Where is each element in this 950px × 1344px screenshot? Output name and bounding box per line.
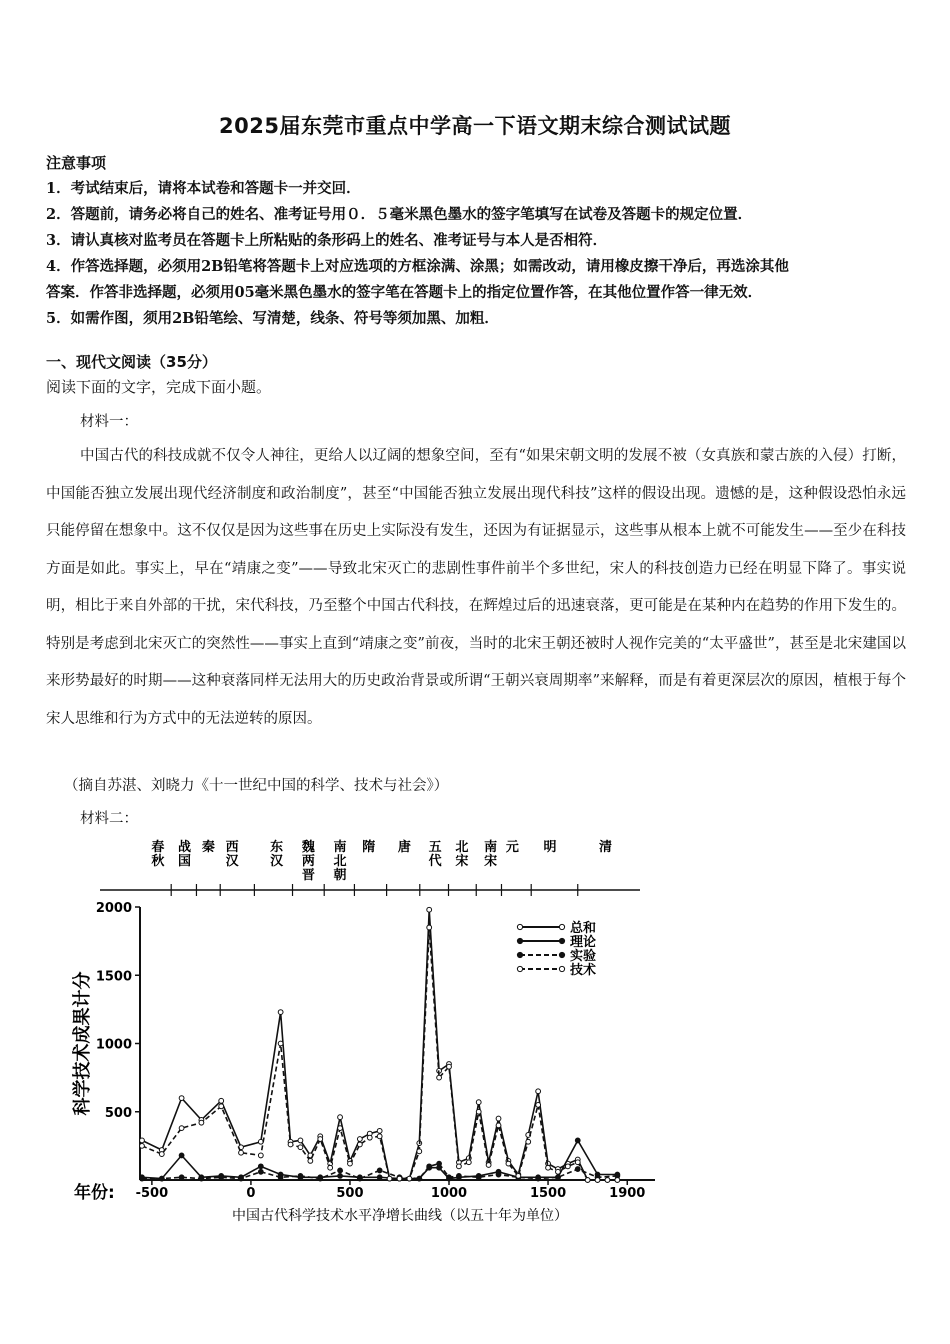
data-point: [239, 1176, 244, 1181]
legend-marker: [559, 938, 564, 943]
data-point: [328, 1165, 333, 1170]
data-point: [179, 1175, 184, 1180]
data-point: [357, 1142, 362, 1147]
legend-marker: [559, 924, 564, 929]
notice-list: [46, 176, 906, 332]
data-point: [536, 1176, 541, 1181]
data-point: [278, 1010, 283, 1015]
data-point: [308, 1158, 313, 1163]
data-point: [437, 1075, 442, 1080]
legend-label: 实验: [570, 949, 597, 964]
data-point: [140, 1176, 145, 1181]
material1-source: （摘自苏湛、刘晓力《十一世纪中国的科学、技术与社会》）: [64, 778, 449, 794]
notice-item: 答案．作答非选择题，必须用05毫米黑色墨水的签字笔在答题卡上的指定位置作答，在其他位置作答一律无效．: [46, 284, 763, 301]
data-point: [417, 1149, 422, 1154]
data-point: [585, 1178, 590, 1183]
data-point: [278, 1175, 283, 1180]
data-point: [536, 1103, 541, 1108]
data-point: [536, 1089, 541, 1094]
data-point: [427, 1164, 432, 1169]
chart-caption: 中国古代科学技术水平净增长曲线（以五十年为单位）: [232, 1208, 568, 1224]
data-point: [476, 1175, 481, 1180]
material1-label: 材料一：: [80, 414, 138, 430]
dynasty-label: 战国: [178, 840, 192, 869]
sci-tech-growth-chart: [60, 835, 660, 1230]
dynasty-label: 清: [598, 840, 612, 855]
data-point: [219, 1175, 224, 1180]
data-point: [239, 1150, 244, 1155]
material1-passage: [46, 438, 906, 738]
data-point: [615, 1178, 620, 1183]
y-axis-label: 科学技术成果计分: [72, 971, 93, 1116]
data-point: [516, 1174, 521, 1179]
data-point: [575, 1138, 580, 1143]
data-point: [219, 1098, 224, 1103]
dynasty-label: 南宋: [484, 840, 498, 869]
data-point: [318, 1176, 323, 1181]
data-point: [348, 1161, 353, 1166]
data-point: [357, 1137, 362, 1142]
data-point: [288, 1142, 293, 1147]
material1-text: 中国古代的科技成就不仅令人神往，更给人以辽阔的想象空间，至有“如果宋朝文明的发展不被（女真族和蒙古族的入侵）打断，中国能否独立发展出现代经济制度和政治制度”，甚至“中国能否独立发展出现代科技”这样的假设出现。遗憾的是，这种假设恐怕永远只能停留在想象中。这不仅仅是因为这些事在历史上实际没有发生，还因为有证据显示，这些事从根本上就不可能发生——至少在科技方面是如此。事实上，早在“靖康之变”——导致北宋灭亡的悲剧性事件前半个多世纪，宋人的科技创造力已经在明显下降了。事实说明，相比于来自外部的干扰，宋代科技，乃至整个中国古代科技，在辉煌过后的迅速衰落，更可能是在某种内在趋势的作用下发生的。特别是考虑到北宋灭亡的突然性——事实上直到“靖康之变”前夜，当时的北宋王朝还被时人视作完美的“太平盛世”，甚至是北宋建国以来形势最好的时期——这种衰落同样无法用大的历史政治背景或所谓“王朝兴衰周期率”来解释，而是有着更深层次的原因，植根于每个宋人思维和行为方式中的无法逆转的原因。: [46, 448, 906, 727]
series-line-总和: [142, 910, 617, 1180]
x-tick-label: -500: [135, 1186, 169, 1201]
data-point: [565, 1164, 570, 1169]
data-point: [437, 1161, 442, 1166]
x-tick-label: 500: [336, 1186, 364, 1201]
dynasty-label: 春秋: [151, 840, 165, 869]
dynasty-label: 南北朝: [333, 840, 347, 883]
x-axis-label: 年份:: [74, 1183, 115, 1203]
data-point: [476, 1100, 481, 1105]
data-point: [377, 1175, 382, 1180]
data-point: [417, 1176, 422, 1181]
data-point: [605, 1178, 610, 1183]
data-point: [476, 1109, 481, 1114]
data-point: [466, 1160, 471, 1165]
legend-marker: [517, 938, 522, 943]
data-point: [457, 1174, 462, 1179]
dynasty-label: 魏两晋: [301, 840, 315, 883]
data-point: [278, 1041, 283, 1046]
data-point: [377, 1168, 382, 1173]
legend-marker: [517, 952, 522, 957]
legend-label: 技术: [570, 963, 597, 978]
data-point: [595, 1178, 600, 1183]
data-point: [140, 1143, 145, 1148]
data-point: [447, 1064, 452, 1069]
data-point: [575, 1160, 580, 1165]
notice-item: 5．如需作图，须用2B铅笔绘、写清楚，线条、符号等须加黑、加粗．: [46, 310, 499, 327]
reading-instruction: 阅读下面的文字，完成下面小题。: [46, 378, 272, 396]
x-tick-label: 1500: [529, 1186, 567, 1201]
data-point: [199, 1120, 204, 1125]
notice-item: 4．作答选择题，必须用2B铅笔将答题卡上对应选项的方框涂满、涂黑；如需改动，请用橡皮擦干净后，再选涂其他: [46, 258, 789, 275]
data-point: [546, 1165, 551, 1170]
y-tick-label: 2000: [95, 901, 132, 916]
data-point: [357, 1176, 362, 1181]
data-point: [486, 1163, 491, 1168]
data-point: [397, 1176, 402, 1181]
y-tick-label: 1000: [95, 1037, 132, 1053]
data-point: [199, 1176, 204, 1181]
data-point: [556, 1169, 561, 1174]
data-point: [318, 1137, 323, 1142]
section-title: 一、现代文阅读（35分）: [46, 353, 217, 371]
dynasty-label: 秦: [201, 840, 215, 855]
data-point: [575, 1167, 580, 1172]
data-point: [298, 1145, 303, 1150]
data-point: [496, 1116, 501, 1121]
data-point: [338, 1174, 343, 1179]
exam-title: 2025届东莞市重点中学高一下语文期末综合测试试题: [219, 114, 731, 138]
legend-marker: [517, 966, 522, 971]
y-tick-label: 1500: [95, 969, 132, 985]
notice-item: 2．答题前，请务必将自己的姓名、准考证号用０．５毫米黑色墨水的签字笔填写在试卷及答题卡的规定位置．: [46, 206, 753, 223]
legend-label: 总和: [570, 921, 597, 936]
data-point: [556, 1175, 561, 1180]
dynasty-label: 五代: [428, 840, 442, 869]
x-tick-label: 1900: [609, 1186, 646, 1201]
dynasty-label: 元: [505, 840, 519, 855]
data-point: [367, 1135, 372, 1140]
x-tick-label: 1000: [430, 1186, 468, 1201]
notice-heading: 注意事项: [46, 154, 107, 172]
dynasty-label: 明: [543, 840, 557, 855]
series-line-技术: [142, 928, 617, 1181]
legend-marker: [559, 966, 564, 971]
data-point: [140, 1138, 145, 1143]
dynasty-label: 西汉: [225, 840, 239, 869]
data-point: [387, 1176, 392, 1181]
notice-item: 1．考试结束后，请将本试卷和答题卡一并交回．: [46, 180, 361, 197]
data-point: [457, 1164, 462, 1169]
data-point: [377, 1134, 382, 1139]
notice-item: 3．请认真核对监考员在答题卡上所粘贴的条形码上的姓名、准考证号与本人是否相符．: [46, 232, 608, 249]
dynasty-label: 北宋: [455, 840, 469, 869]
data-point: [506, 1161, 511, 1166]
y-tick-label: 500: [104, 1105, 132, 1121]
data-point: [179, 1153, 184, 1158]
legend-marker: [559, 952, 564, 957]
data-point: [179, 1096, 184, 1101]
data-point: [219, 1104, 224, 1109]
legend-label: 理论: [570, 935, 597, 950]
data-point: [377, 1128, 382, 1133]
data-point: [159, 1152, 164, 1157]
data-point: [427, 925, 432, 930]
data-point: [447, 1175, 452, 1180]
data-point: [298, 1138, 303, 1143]
dynasty-label: 东汉: [270, 840, 284, 869]
material2-label: 材料二：: [80, 811, 138, 827]
data-point: [407, 1176, 412, 1181]
data-point: [258, 1169, 263, 1174]
data-point: [258, 1164, 263, 1169]
data-point: [526, 1139, 531, 1144]
data-point: [338, 1168, 343, 1173]
data-point: [258, 1153, 263, 1158]
data-point: [338, 1115, 343, 1120]
x-tick-label: 0: [246, 1186, 256, 1201]
dynasty-label: 隋: [362, 840, 376, 855]
data-point: [496, 1172, 501, 1177]
data-point: [159, 1176, 164, 1181]
dynasty-label: 唐: [397, 840, 411, 855]
data-point: [179, 1126, 184, 1131]
data-point: [427, 907, 432, 912]
data-point: [338, 1126, 343, 1131]
data-point: [496, 1123, 501, 1128]
legend-marker: [517, 924, 522, 929]
data-point: [298, 1174, 303, 1179]
